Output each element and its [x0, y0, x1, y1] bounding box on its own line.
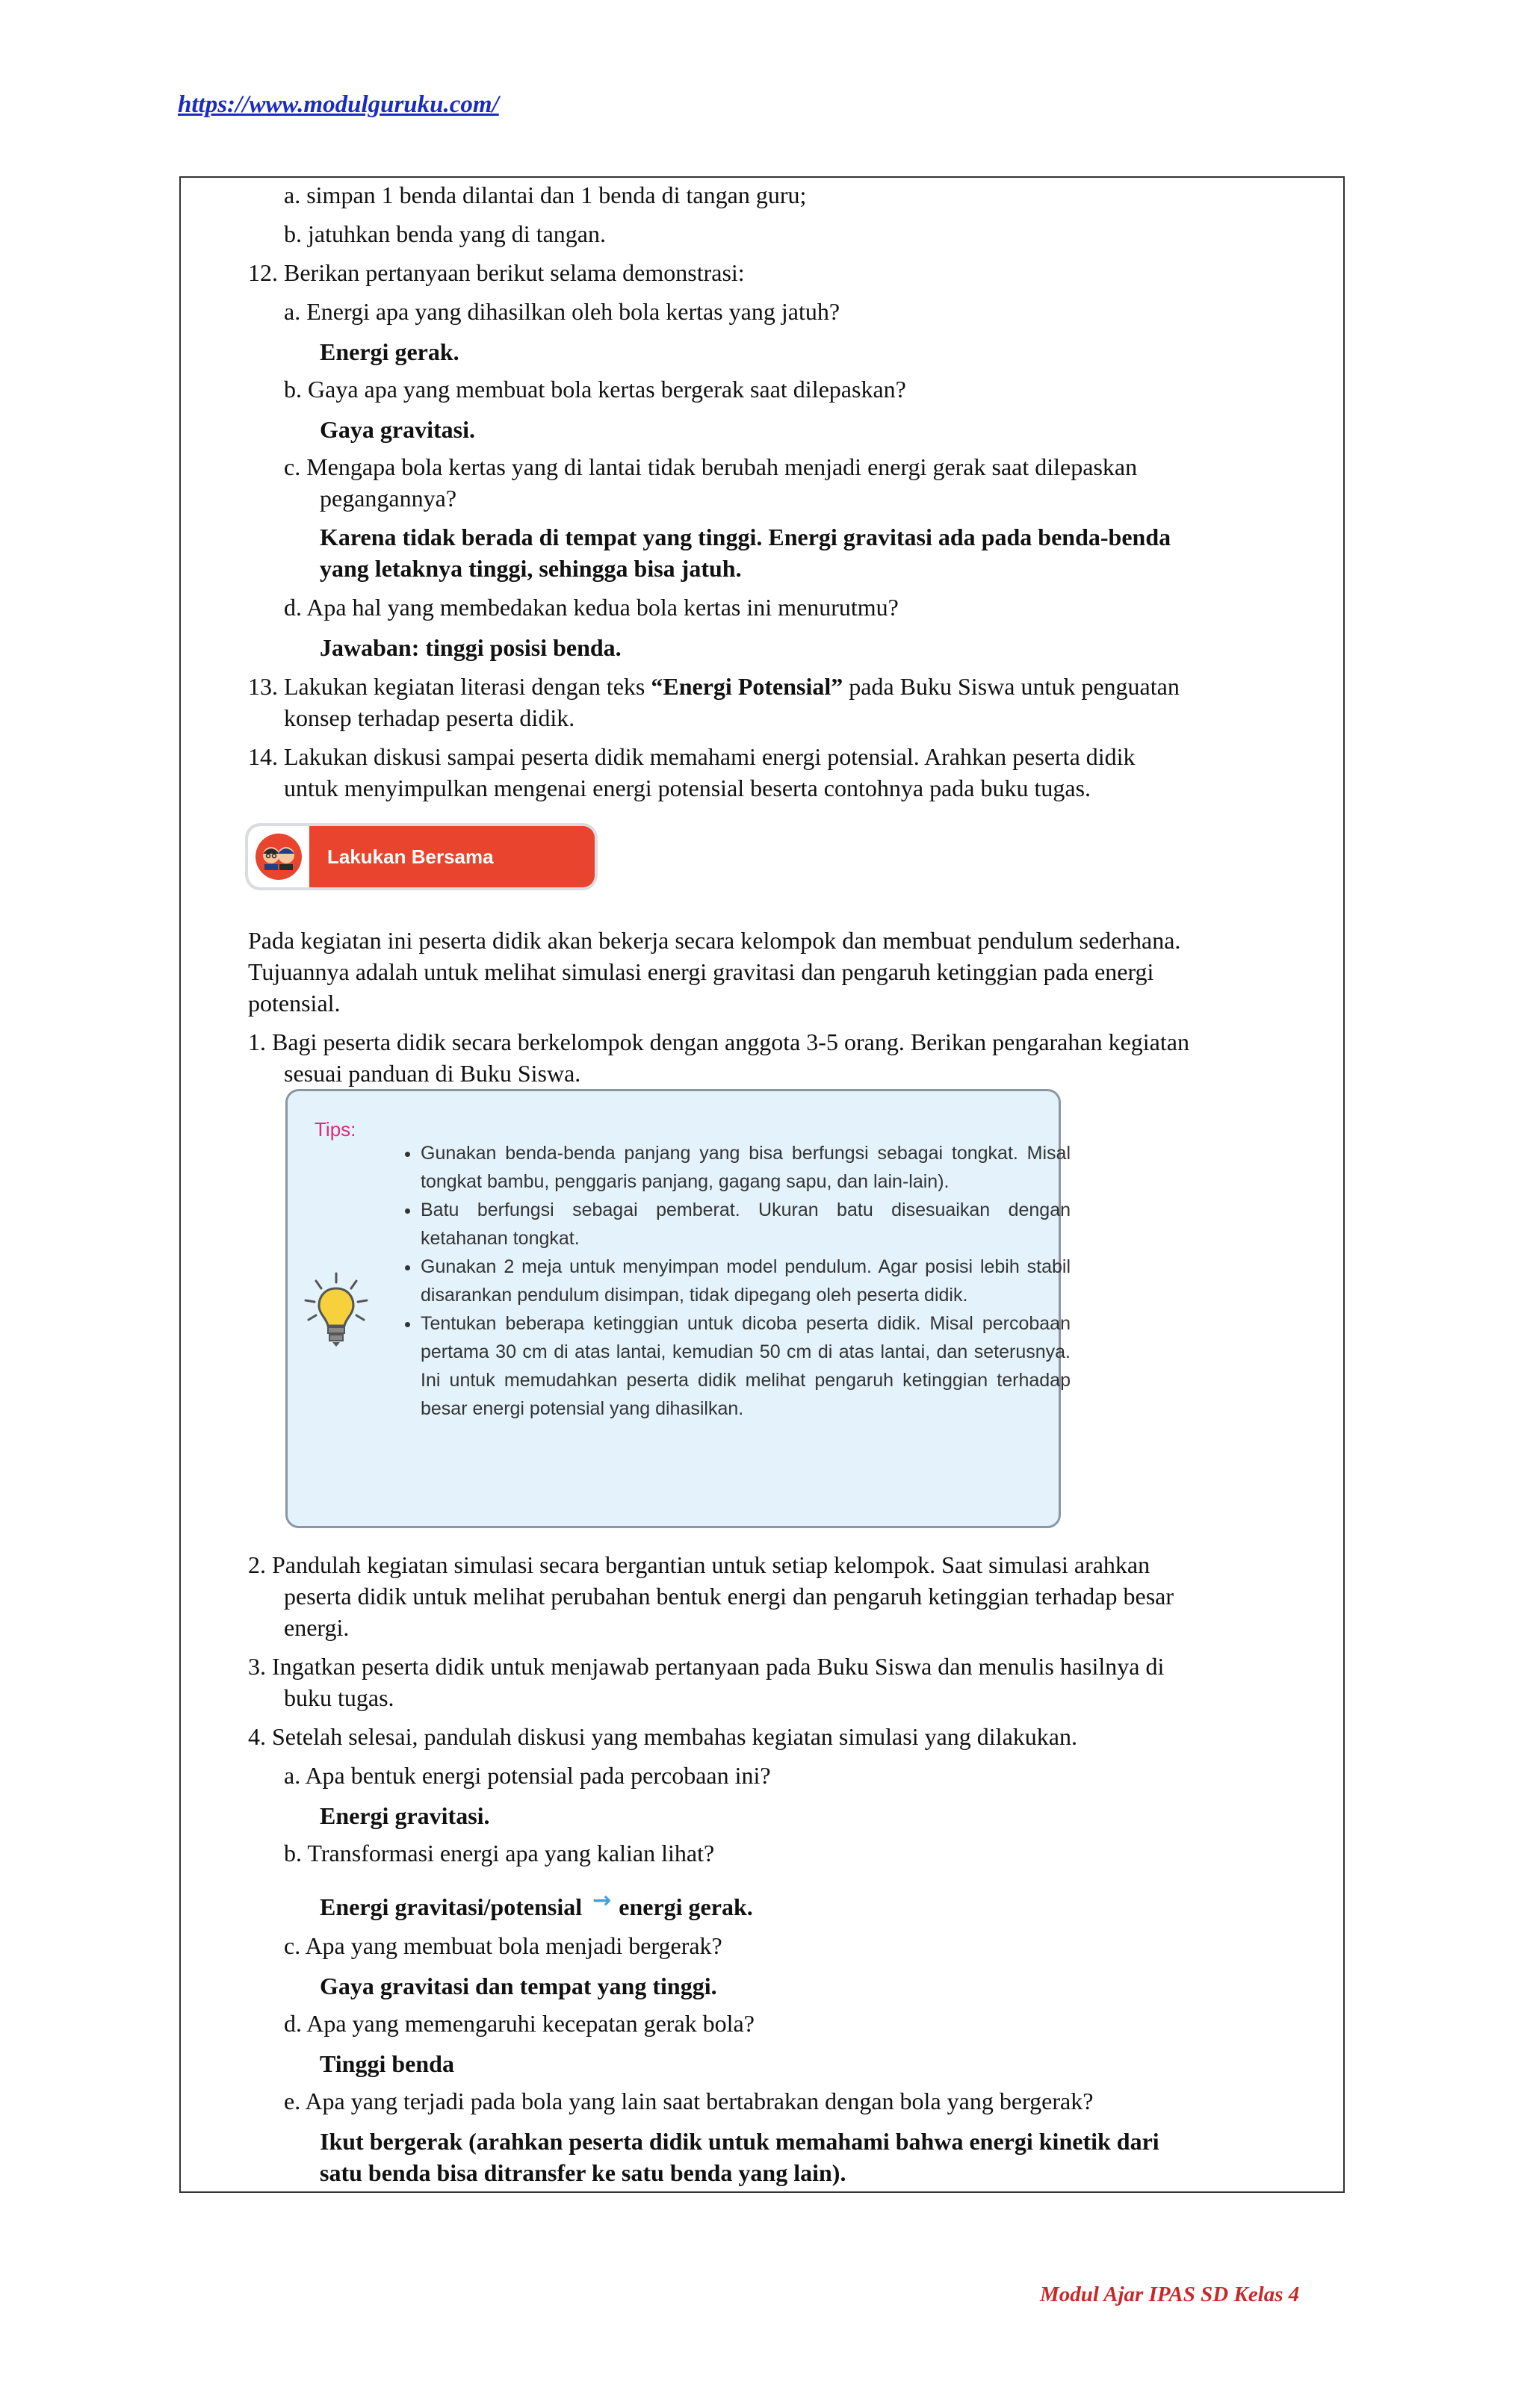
answer-4e-line1: Ikut bergerak (arahkan peserta didik untuk memahami bahwa energi kinetik dari [320, 2128, 1159, 2155]
lightbulb-icon [303, 1270, 370, 1356]
question-4e: e. Apa yang terjadi pada bola yang lain saat bertabrakan dengan bola yang bergerak? [284, 2088, 1094, 2114]
step-13-text-c: pada Buku Siswa untuk penguatan [843, 673, 1180, 700]
group-icon [248, 826, 309, 887]
answer-4b-part2: energi gerak. [619, 1893, 753, 1920]
intro-line2: Tujuannya adalah untuk melihat simulasi energi gravitasi dan pengaruh ketinggian pada energi [248, 958, 1154, 985]
activity-step-3-line2: buku tugas. [284, 1684, 394, 1711]
answer-4e-line2: satu benda bisa ditransfer ke satu benda yang lain). [320, 2159, 846, 2186]
step-13-line2: konsep terhadap peserta didik. [284, 704, 575, 731]
question-12b: b. Gaya apa yang membuat bola kertas bergerak saat dilepaskan? [284, 376, 906, 403]
footer-title: Modul Ajar IPAS SD Kelas 4 [1040, 2283, 1300, 2306]
activity-step-2-line2: peserta didik untuk melihat perubahan bentuk energi dan pengaruh ketinggian terhadap besar [284, 1583, 1174, 1610]
banner-label: Lakukan Bersama [327, 845, 494, 868]
answer-12d: Jawaban: tinggi posisi benda. [320, 634, 622, 661]
question-12c-line2: pegangannya? [320, 485, 457, 512]
step-13-line1 [248, 671, 1180, 702]
answer-4b [320, 1887, 753, 1924]
answer-12a: Energi gerak. [320, 338, 459, 365]
tips-list [392, 1139, 1071, 1423]
answer-12b: Gaya gravitasi. [320, 416, 475, 443]
answer-4c: Gaya gravitasi dan tempat yang tinggi. [320, 1973, 717, 1999]
question-4d: d. Apa yang memengaruhi kecepatan gerak bola? [284, 2010, 755, 2037]
answer-4d: Tinggi benda [320, 2050, 454, 2077]
step-13-text-title: “Energi Potensial” [651, 673, 843, 700]
lakukan-bersama-banner [248, 826, 595, 887]
tips-box [285, 1089, 1071, 1528]
activity-step-3-line1: 3. Ingatkan peserta didik untuk menjawab pertanyaan pada Buku Siswa dan menulis hasilnya di [248, 1653, 1165, 1680]
tips-item: • Gunakan 2 meja untuk menyimpan model pendulum. Agar posisi lebih stabil disarankan pendulum disimpan, tidak dipegang oleh peserta didik. [421, 1253, 1071, 1309]
header-url-link[interactable]: https://www.modulguruku.com/ [178, 91, 499, 118]
answer-12c-line2: yang letaknya tinggi, sehingga bisa jatuh. [320, 555, 742, 582]
tips-item: • Batu berfungsi sebagai pemberat. Ukuran batu disesuaikan dengan ketahanan tongkat. [421, 1196, 1071, 1253]
question-4b: b. Transformasi energi apa yang kalian lihat? [284, 1840, 715, 1866]
question-4a: a. Apa bentuk energi potensial pada percobaan ini? [284, 1762, 771, 1789]
step-11a: a. simpan 1 benda dilantai dan 1 benda di tangan guru; [284, 181, 807, 208]
tips-title: Tips: [315, 1118, 356, 1141]
step-14-line1: 14. Lakukan diskusi sampai peserta didik memahami energi potensial. Arahkan peserta didik [248, 743, 1136, 770]
question-12a: a. Energi apa yang dihasilkan oleh bola kertas yang jatuh? [284, 298, 840, 325]
step-11b: b. jatuhkan benda yang di tangan. [284, 220, 606, 247]
answer-4a: Energi gravitasi. [320, 1802, 490, 1829]
step-14-line2: untuk menyimpulkan mengenai energi potensial beserta contohnya pada buku tugas. [284, 775, 1091, 801]
tips-item: • Gunakan benda-benda panjang yang bisa berfungsi sebagai tongkat. Misal tongkat bambu, penggaris panjang, gagang sapu, dan lain-lain). [421, 1139, 1071, 1196]
answer-12c-line1: Karena tidak berada di tempat yang tinggi. Energi gravitasi ada pada benda-benda [320, 524, 1171, 550]
question-4c: c. Apa yang membuat bola menjadi bergerak? [284, 1932, 722, 1959]
intro-line1: Pada kegiatan ini peserta didik akan bekerja secara kelompok dan membuat pendulum sederhana. [248, 927, 1181, 954]
step-12: 12. Berikan pertanyaan berikut selama demonstrasi: [248, 259, 745, 286]
step-13-text-a: 13. Lakukan kegiatan literasi dengan teks [248, 673, 651, 700]
arrow-right-icon: → [592, 1887, 612, 1914]
question-12c-line1: c. Mengapa bola kertas yang di lantai tidak berubah menjadi energi gerak saat dilepaskan [284, 453, 1138, 480]
intro-line3: potensial. [248, 990, 341, 1017]
activity-step-2-line3: energi. [284, 1614, 350, 1641]
activity-step-1-line1: 1. Bagi peserta didik secara berkelompok dengan anggota 3-5 orang. Berikan pengarahan kegiatan [248, 1028, 1189, 1055]
question-12d: d. Apa hal yang membedakan kedua bola kertas ini menurutmu? [284, 594, 899, 621]
activity-step-2-line1: 2. Pandulah kegiatan simulasi secara bergantian untuk setiap kelompok. Saat simulasi arahkan [248, 1551, 1150, 1578]
activity-step-4: 4. Setelah selesai, pandulah diskusi yang membahas kegiatan simulasi yang dilakukan. [248, 1723, 1077, 1750]
content-frame [179, 176, 1345, 2193]
answer-4b-part1: Energi gravitasi/potensial [320, 1893, 583, 1920]
tips-item: • Tentukan beberapa ketinggian untuk dicoba peserta didik. Misal percobaan pertama 30 cm di atas lantai, kemudian 50 cm di atas lantai, dan seterusnya. Ini untuk memudahkan peserta didik melihat pengaruh ketinggian terhadap besar energi potensial yang dihasilkan. [421, 1309, 1071, 1423]
activity-step-1-line2: sesuai panduan di Buku Siswa. [284, 1060, 581, 1087]
